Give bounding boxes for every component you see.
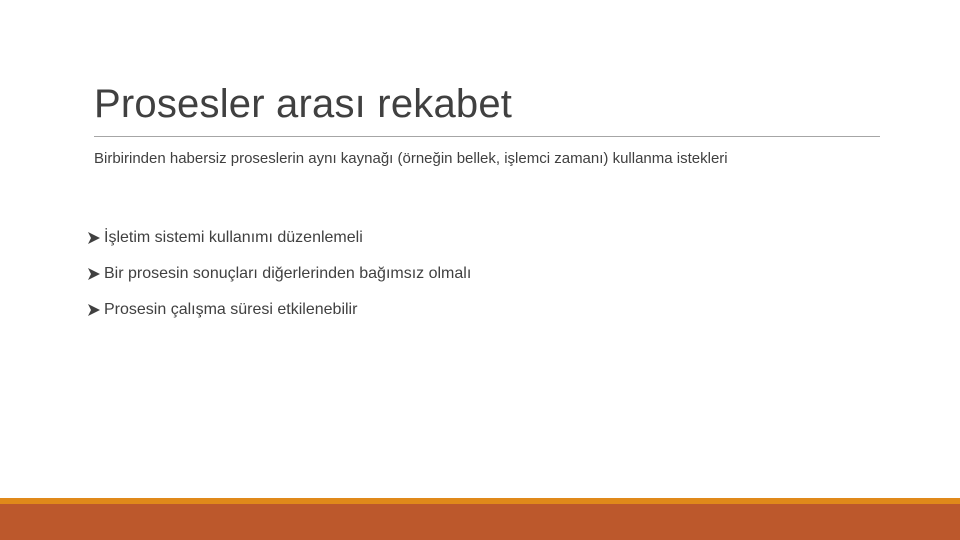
bullet-list bbox=[86, 220, 471, 328]
slide-subtitle: Birbirinden habersiz proseslerin aynı kaynağı (örneğin bellek, işlemci zamanı) kullanma istekleri bbox=[94, 150, 728, 167]
slide-title: Prosesler arası rekabet bbox=[94, 82, 513, 126]
footer-accent-bar bbox=[0, 504, 960, 540]
bullet-item bbox=[86, 256, 471, 292]
bullet-text: Bir prosesin sonuçları diğerlerinden bağımsız olmalı bbox=[104, 265, 472, 282]
arrowhead-bullet-icon bbox=[86, 266, 102, 282]
bullet-text: İşletim sistemi kullanımı düzenlemeli bbox=[104, 229, 363, 246]
bullet-item bbox=[86, 292, 471, 328]
arrowhead-bullet-icon bbox=[86, 302, 102, 318]
title-divider bbox=[94, 136, 880, 137]
bullet-text: Prosesin çalışma süresi etkilenebilir bbox=[104, 301, 358, 318]
arrowhead-bullet-icon bbox=[86, 230, 102, 246]
bullet-item bbox=[86, 220, 471, 256]
